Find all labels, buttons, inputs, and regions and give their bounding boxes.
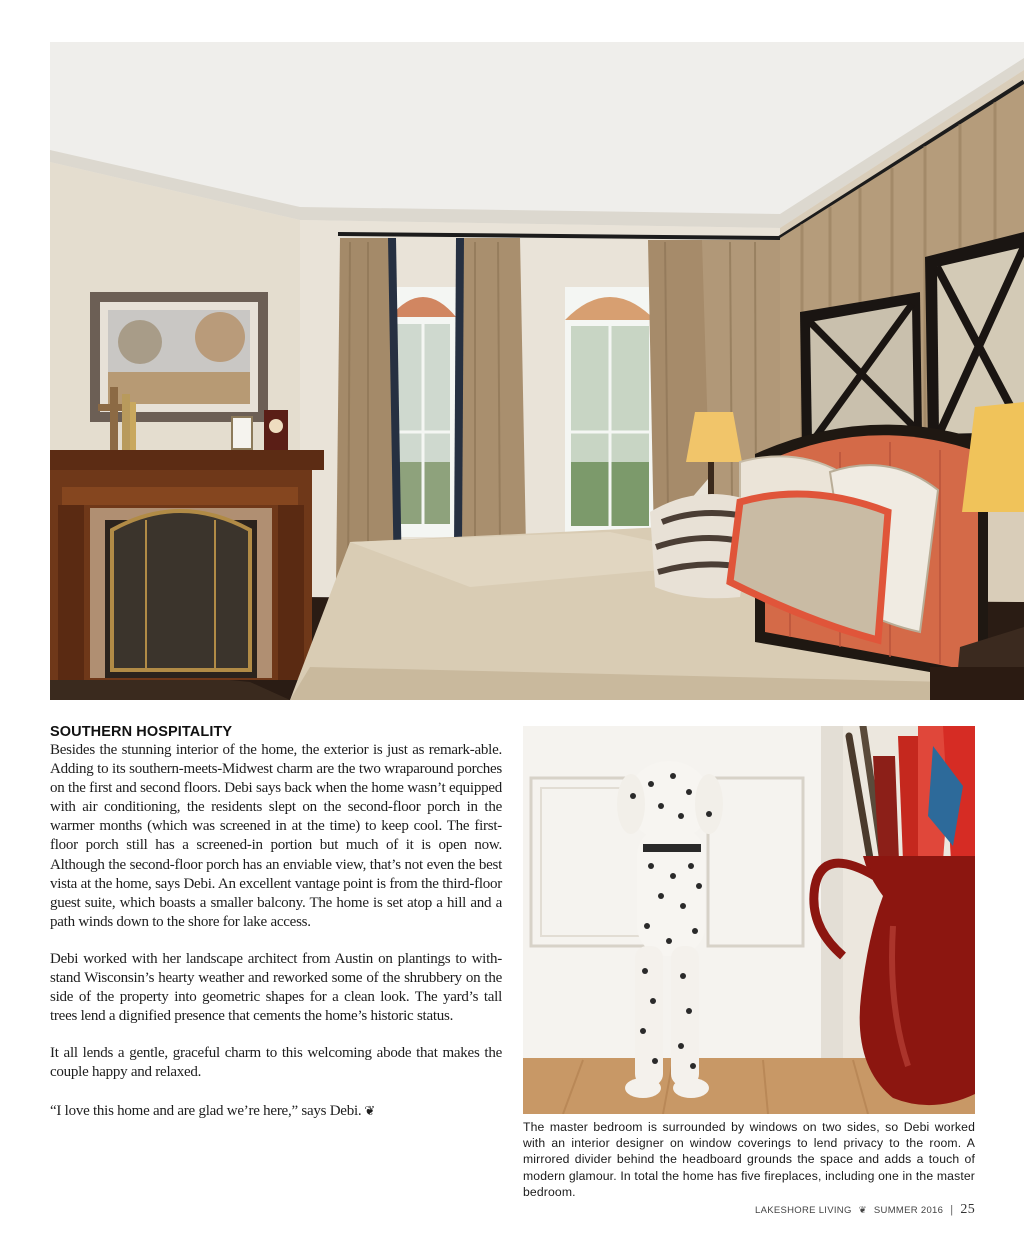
fleuron-icon: ❦	[364, 1102, 376, 1118]
article-paragraph-2: Debi worked with her landscape architect from Austin on plantings to with-stand Wisconsin’s hearty weather and reworked some of the shrubbery on the side of the property into geometric shapes for a clean look. The yard’s tall trees lend a dignified presence that cements the home’s historic status.	[50, 950, 502, 1025]
section-heading: SOUTHERN HOSPITALITY	[50, 724, 233, 740]
article-paragraph-1: Besides the stunning interior of the home, the exterior is just as remark-able. Adding to its southern-meets-Midwest charm are the two wraparound porches on the first and second floors. Debi says back when the home wasn’t equipped with air conditioning, the residents slept on the second-floor porch in the warmer months (which was screened in at the time) to keep cool. The first-floor porch still has a screened-in portion but much of it is open now. Although the second-floor porch has an enviable view, that’s not even the best vista at the home, says Debi. An excellent vantage point is from the third-floor guest suite, which boasts a smaller balcony. The home is set atop a hill and a path winds down to the shore for lake access.	[50, 742, 502, 930]
fleuron-icon: ❦	[858, 1204, 867, 1216]
dalmatian-statue-photo	[523, 726, 975, 1114]
footer-separator: |	[950, 1204, 954, 1216]
photo-caption: The master bedroom is surrounded by windows on two sides, so Debi worked with an interior designer on window coverings to lend privacy to the room. A mirrored divider behind the headboard grounds the space and adds a touch of modern glamour. In total the home has five fireplaces, including one in the master bedroom.	[523, 1120, 975, 1199]
article-paragraph-3: It all lends a gentle, graceful charm to this welcoming abode that makes the couple happy and relaxed.	[50, 1045, 502, 1081]
article-body	[50, 724, 502, 1139]
bedroom-photo	[50, 42, 1024, 700]
issue-label: SUMMER 2016	[873, 1204, 944, 1216]
page-footer	[755, 1202, 975, 1218]
article-closing-quote	[50, 1101, 502, 1121]
publication-name: LAKESHORE LIVING	[754, 1204, 852, 1216]
page-number: 25	[960, 1202, 975, 1217]
closing-quote-text: “I love this home and are glad we’re here,” says Debi.	[50, 1102, 362, 1119]
